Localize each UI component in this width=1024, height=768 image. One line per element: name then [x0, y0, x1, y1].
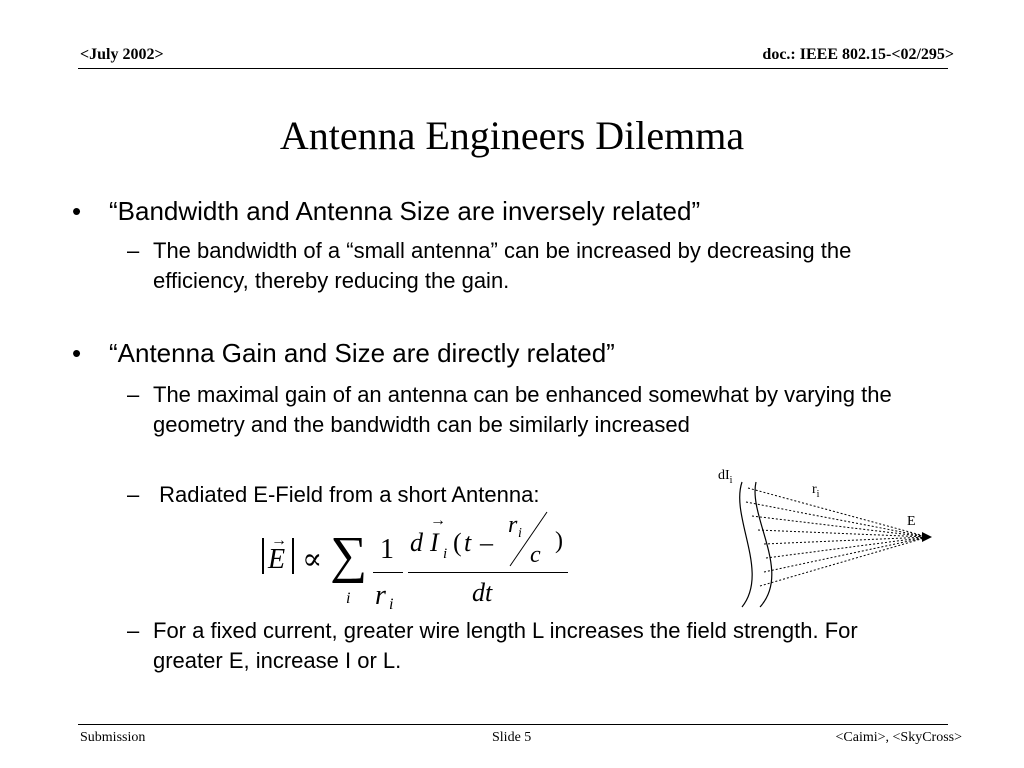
math-minus: – [480, 528, 493, 557]
math-dt: dt [472, 578, 493, 607]
dash-glyph: – [127, 618, 140, 643]
math-one: 1 [380, 534, 394, 565]
math-rparen: ) [555, 528, 563, 554]
label-dI-sub: i [729, 474, 733, 486]
sub-bullet-text: The maximal gain of an antenna can be enhanced somewhat by varying the geometry and the bandwidth can be similarly increased [153, 382, 892, 437]
math-r-inline-sub: i [518, 526, 522, 541]
math-sum: ∑ [330, 527, 368, 584]
antenna-curve-outer [755, 482, 772, 607]
antenna-curve-inner [740, 482, 752, 607]
dash-glyph: – [127, 238, 140, 263]
slash-divider [502, 510, 552, 570]
fraction-bar-1 [373, 572, 403, 573]
math-r-sub: i [389, 596, 394, 613]
abs-bar-right [292, 538, 294, 574]
math-lparen: ( [453, 528, 462, 557]
header-rule [78, 68, 948, 69]
label-ri-text: r [812, 482, 817, 497]
dash-glyph: – [127, 382, 140, 407]
footer-rule [78, 724, 948, 725]
footer-author: <Caimi>, <SkyCross> [835, 730, 962, 745]
label-ri-sub: i [816, 488, 820, 500]
dash-glyph: – [127, 482, 140, 507]
label-dI [718, 468, 732, 486]
antenna-diagram [700, 462, 950, 612]
bullet-text: “Antenna Gain and Size are directly related” [109, 338, 615, 368]
slide-title: Antenna Engineers Dilemma [279, 113, 745, 158]
math-r-inline: r [508, 512, 518, 538]
rays [746, 488, 928, 586]
fraction-bar-2 [408, 572, 568, 573]
label-E: E [907, 514, 916, 529]
vector-arrow: → [271, 532, 287, 549]
sub-bullet-text: The bandwidth of a “small antenna” can be increased by decreasing the efficiency, thereby reducing the gain. [153, 238, 852, 293]
label-ri [812, 482, 819, 500]
math-I: I [430, 528, 439, 557]
vector-arrow: → [430, 512, 446, 529]
abs-bar-left [262, 538, 264, 574]
field-point-arrow [922, 532, 932, 542]
math-d: d [410, 528, 423, 557]
math-E: E [268, 544, 286, 575]
header-doc-id: doc.: IEEE 802.15-<02/295> [762, 46, 954, 63]
bullet-glyph: • [72, 338, 82, 368]
math-sum-index: i [346, 590, 351, 607]
math-c: c [530, 542, 541, 568]
math-proportional: ∝ [302, 543, 323, 576]
antenna-rays-svg [700, 462, 950, 612]
label-dI-text: dI [718, 468, 730, 483]
bullet-text: “Bandwidth and Antenna Size are inversely related” [109, 196, 701, 226]
sub-bullet-text: For a fixed current, greater wire length L increases the field strength. For greater E, increase I or L. [153, 618, 858, 673]
footer-submission: Submission [80, 730, 146, 745]
math-r: r [375, 580, 386, 611]
math-t: t [464, 528, 472, 557]
bullet-glyph: • [72, 196, 82, 226]
header-date: <July 2002> [80, 46, 164, 63]
footer-slide-number: Slide 5 [492, 730, 532, 745]
math-I-sub: i [443, 546, 448, 562]
sub-bullet-text: Radiated E-Field from a short Antenna: [153, 482, 540, 507]
e-field-formula [250, 508, 580, 618]
